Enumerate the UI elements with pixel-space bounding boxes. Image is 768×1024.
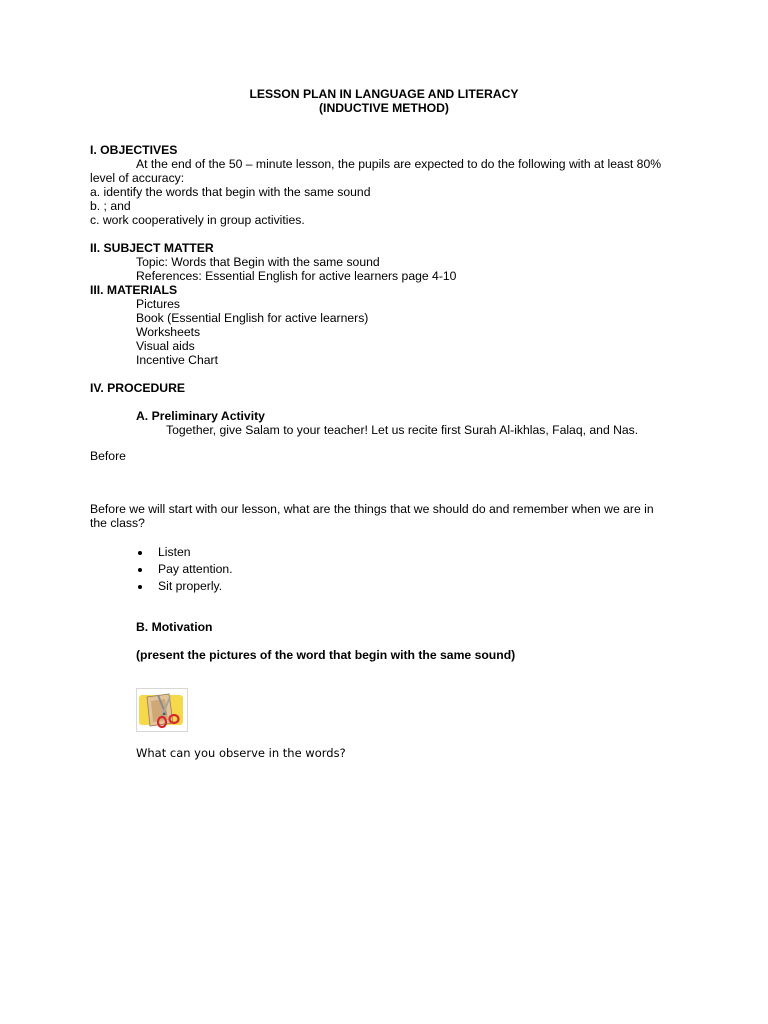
- rule-text: Sit properly.: [158, 579, 223, 593]
- materials-heading: III. MATERIALS: [90, 283, 178, 297]
- class-question-line1: Before we will start with our lesson, what are the things that we should do and remember when we are in: [90, 502, 654, 516]
- class-question-line2: the class?: [90, 516, 145, 530]
- document-title: LESSON PLAN IN LANGUAGE AND LITERACY: [249, 87, 519, 101]
- subject-matter-heading: II. SUBJECT MATTER: [90, 241, 214, 255]
- preliminary-activity-text: Together, give Salam to your teacher! Let us recite first Surah Al-ikhlas, Falaq, and Nas.: [166, 423, 639, 437]
- preliminary-activity-heading: A. Preliminary Activity: [136, 409, 265, 423]
- bullet-icon: [136, 579, 144, 593]
- objectives-heading: I. OBJECTIVES: [90, 143, 178, 157]
- observation-question: What can you observe in the words?: [136, 746, 346, 760]
- bullet-icon: [136, 545, 144, 559]
- objective-item: c. work cooperatively in group activities.: [90, 213, 305, 227]
- objectives-intro-line2: level of accuracy:: [90, 171, 185, 185]
- objective-item: a. identify the words that begin with the same sound: [90, 185, 371, 199]
- document-subtitle: (INDUCTIVE METHOD): [319, 101, 449, 115]
- material-item: Worksheets: [136, 325, 201, 339]
- objectives-intro-line1: At the end of the 50 – minute lesson, the pupils are expected to do the following with at least 80%: [136, 157, 662, 171]
- material-item: Visual aids: [136, 339, 195, 353]
- motivation-heading: B. Motivation: [136, 620, 213, 634]
- rule-text: Listen: [158, 545, 191, 559]
- scissors-clipart-icon: [136, 688, 188, 732]
- subject-topic: Topic: Words that Begin with the same sound: [136, 255, 380, 269]
- procedure-heading: IV. PROCEDURE: [90, 381, 186, 395]
- objective-item: b. ; and: [90, 199, 131, 213]
- material-item: Book (Essential English for active learners): [136, 311, 369, 325]
- subject-references: References: Essential English for active learners page 4-10: [136, 269, 457, 283]
- material-item: Pictures: [136, 297, 181, 311]
- rule-text: Pay attention.: [158, 562, 233, 576]
- material-item: Incentive Chart: [136, 353, 218, 367]
- motivation-instruction: (present the pictures of the word that begin with the same sound): [136, 648, 516, 662]
- bullet-icon: [136, 562, 144, 576]
- before-label: Before: [90, 449, 126, 463]
